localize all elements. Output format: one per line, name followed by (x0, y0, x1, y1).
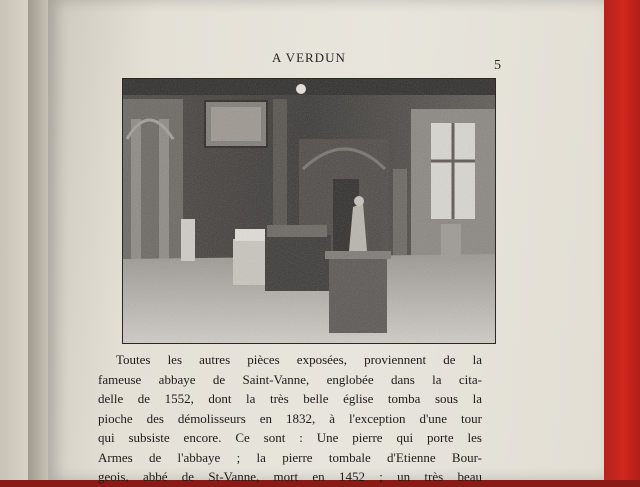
red-background-cloth (598, 0, 640, 480)
text-line: Toutes les autres pièces exposées, proviennent de la (116, 352, 482, 367)
text-line: Armes de l'abbaye ; la pierre tombale d'Etienne Bour- (98, 449, 482, 465)
text-line: pioche des démolisseurs en 1832, à l'exception d'une tour (98, 410, 482, 426)
text-line: geois, abbé de St-Vanne, mort en 1452 ; un très beau (98, 469, 482, 484)
page-number: 5 (494, 58, 501, 73)
running-head: A VERDUN (272, 50, 346, 65)
text-line: delle de 1552, dont la très belle église tomba sous la (98, 391, 482, 406)
body-text (98, 350, 482, 487)
museum-hall-photograph (122, 78, 496, 344)
text-line: fameuse abbaye de Saint-Vanne, englobée dans la cita- (98, 371, 482, 387)
text-line: qui subsiste encore. Ce sont : Une pierre qui porte les (98, 430, 482, 445)
